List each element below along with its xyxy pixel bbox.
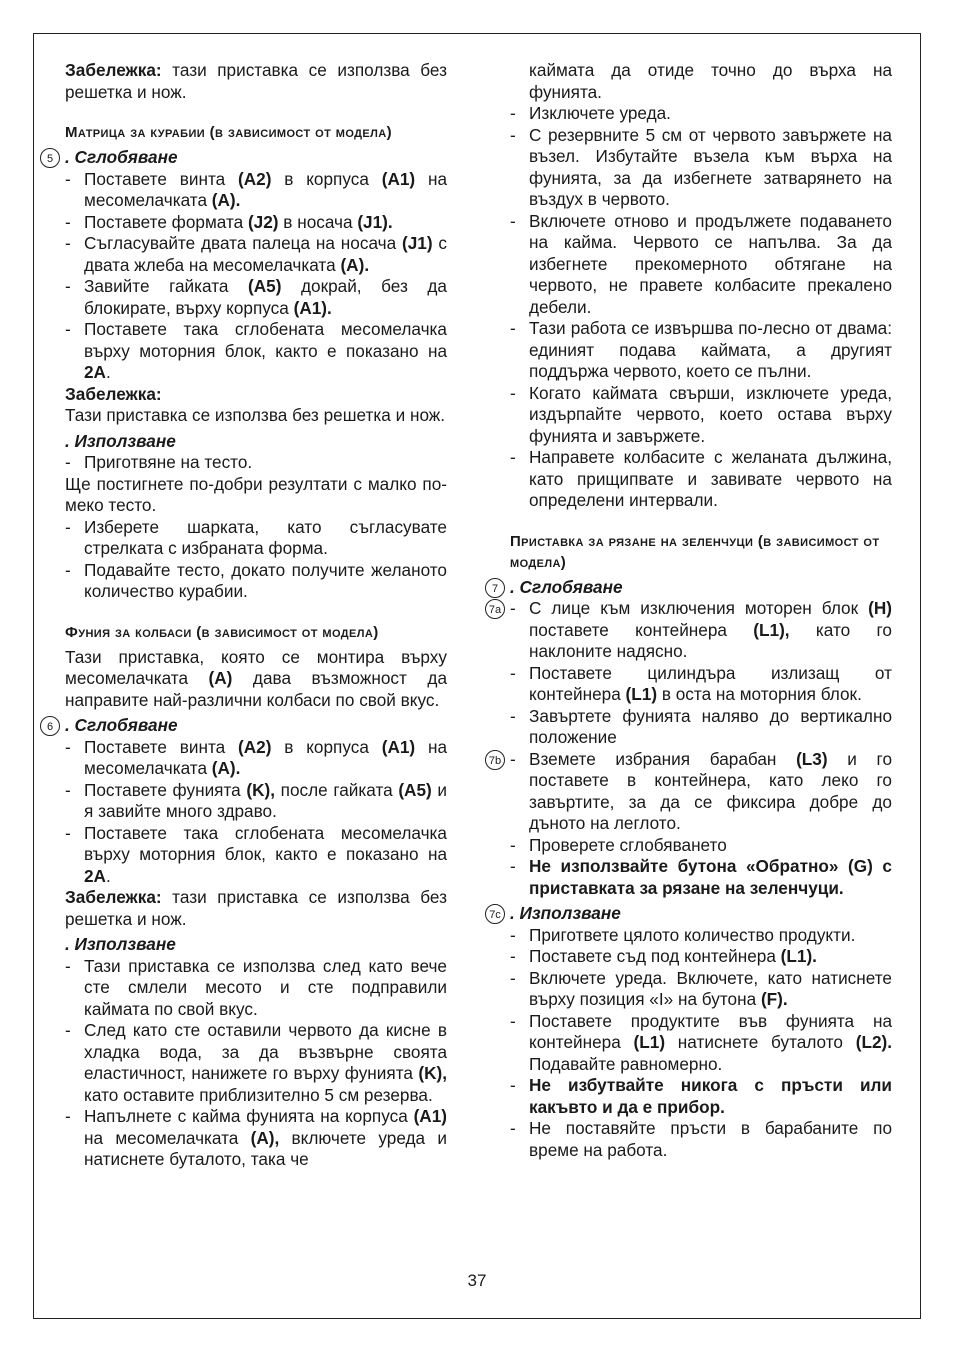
bullet-dash: - <box>510 705 516 726</box>
note <box>65 60 447 103</box>
list-item <box>510 383 892 448</box>
page-number: 37 <box>467 1271 487 1290</box>
subsection-heading <box>491 576 892 599</box>
figure-ref-badge: 7 <box>485 578 505 598</box>
list-item <box>65 212 447 234</box>
list-item-text: Поставете продуктите във фунията на контейнера (L1) натиснете буталото (L2). Подавайте равномерно. <box>529 1010 892 1074</box>
subsection-label: . Сглобяване <box>510 576 623 597</box>
list-item-text: Включете уреда. Включете, като натиснете върху позиция «I» на бутона (F). <box>529 967 892 1009</box>
bullet-dash: - <box>510 834 516 855</box>
bullet-dash: - <box>65 559 71 580</box>
list-item-text: Поставете фунията (K), после гайката (A5) и я завийте много здраво. <box>84 779 447 821</box>
figure-ref-badge: 7c <box>485 904 505 924</box>
figure-ref-badge: 6 <box>40 716 60 736</box>
list-item <box>510 125 892 211</box>
note <box>65 887 447 930</box>
bullet-dash: - <box>65 276 71 296</box>
bullet-dash: - <box>510 447 516 467</box>
note <box>65 384 447 406</box>
list-item <box>65 169 447 212</box>
list-item-text: Съгласувайте двата палеца на носача (J1) с двата жлеба на месомелачката (A). <box>84 233 447 275</box>
bullet-dash: - <box>510 748 516 769</box>
subsection-label: . Сглобяване <box>65 715 178 735</box>
list-item <box>510 706 892 749</box>
list-item <box>510 103 892 125</box>
bullet-dash: - <box>510 210 516 231</box>
list-item <box>510 1011 892 1076</box>
note-text: тази приставка се използва без решетка и нож. <box>65 60 447 102</box>
section-heading: Приставка за рязане на зеленчуци (в зависимост от модела) <box>510 532 880 571</box>
list-item <box>65 823 447 888</box>
subsection-heading <box>489 903 892 925</box>
list-item-text: Подавайте тесто, докато получите желаното количество курабии. <box>84 559 447 601</box>
list-item <box>65 276 447 319</box>
list-item-text: Завъртете фунията наляво до вертикално положение <box>529 705 892 747</box>
list-item-text: Когато каймата свърши, изключете уреда, издърпайте червото, което остава върху фунията и завържете. <box>529 382 892 446</box>
note-text: тази приставка се използва без решетка и нож. <box>65 887 447 929</box>
page-frame <box>33 33 921 1319</box>
list-item-text: Изключете уреда. <box>529 103 671 123</box>
list-item <box>65 452 447 474</box>
bullet-dash: - <box>65 955 71 976</box>
bullet-dash: - <box>65 1106 71 1126</box>
list-item-text: Тази работа се извършва по-лесно от двама: единият подава каймата, а другият поддържа червото, което се пълни. <box>529 318 892 381</box>
list-item <box>65 233 447 276</box>
list-item-text: Вземете избрания барабан (L3) и го поставете в контейнера, като леко го завъртите, за да се фиксира добре до дъното на леглото. <box>529 748 893 833</box>
list-item <box>510 318 892 383</box>
list-item <box>510 925 892 947</box>
list-item <box>488 748 893 835</box>
list-item <box>65 780 447 823</box>
bullet-dash: - <box>510 967 516 988</box>
list-item <box>65 517 447 560</box>
list-item-text: С лице към изключения моторен блок (H) поставете контейнера (L1), като го наклоните надясно. <box>529 598 892 661</box>
list-item <box>65 319 447 384</box>
list-item <box>65 1106 447 1171</box>
bullet-dash: - <box>510 382 516 403</box>
list-item-text: Поставете винта (A2) в корпуса (A1) на месомелачката (A). <box>84 168 448 210</box>
list-item-text: Поставете съд под контейнера (L1). <box>529 946 817 966</box>
list-item-text: Проверете сглобяването <box>529 834 727 855</box>
list-item-text: Тази приставка се използва след като вече сте смлели месото и сте подправили каймата по свой вкус. <box>84 955 447 1019</box>
paragraph: каймата да отиде точно до върха на фунията. <box>529 60 892 102</box>
list-item-text: Направете колбасите с желаната дължина, като прищипвате и завивате червото на определени интервали. <box>529 447 892 510</box>
list-item <box>65 737 447 780</box>
bullet-dash: - <box>510 946 516 966</box>
section-heading: Фуния за колбаси (в зависимост от модела) <box>65 623 379 641</box>
section-heading: Матрица за курабии (в зависимост от модела) <box>65 124 392 141</box>
note-label: Забележка: <box>65 887 162 907</box>
bullet-dash: - <box>65 779 71 800</box>
figure-ref-badge: 7b <box>485 750 505 770</box>
list-item-text: След като сте оставили червото да киснe в хладка вода, за да възвърне своята еластичност, нанижете го върху фунията (K), като оставите приблизително 5 см резерва. <box>84 1020 447 1105</box>
list-item-text: Пригответе цялото количество продукти. <box>529 924 856 945</box>
list-item-text: С резервните 5 см от червото завържете на възел. Избутайте възела към върха на фунията, за да избегнете затварянето на въздух в червото. <box>529 124 892 209</box>
subsection-label: . Използване <box>65 934 176 954</box>
bullet-dash: - <box>65 319 71 339</box>
note-label: Забележка: <box>65 383 162 404</box>
list-item <box>510 968 892 1011</box>
list-item <box>510 663 892 706</box>
bullet-dash: - <box>65 736 71 757</box>
bullet-dash: - <box>65 211 71 232</box>
bullet-dash: - <box>510 856 516 876</box>
note-label: Забележка: <box>65 60 162 80</box>
subsection-label: . Използване <box>510 903 621 923</box>
list-item <box>510 835 892 857</box>
subsection-label: . Използване <box>65 430 176 451</box>
bullet-dash: - <box>510 124 516 145</box>
list-item-text: Включете отново и продължете подаването на кайма. Червото се напълва. За да избегнете прекомерното обтягане на червото, не правете колбасите прекалено дебели. <box>529 210 892 317</box>
list-item <box>65 560 447 603</box>
subsection-heading <box>65 431 447 453</box>
list-item <box>488 598 892 663</box>
subsection-heading <box>65 934 447 956</box>
list-item-text: Поставете формата (J2) в носача (J1). <box>84 211 393 232</box>
paragraph: Тази приставка, която се монтира върху месомелачката (A) дава възможност да направите най-различни колбаси по свой вкус. <box>65 646 447 710</box>
paragraph: Тази приставка се използва без решетка и нож. <box>65 405 446 425</box>
bullet-dash: - <box>510 924 516 945</box>
subsection-label: . Сглобяване <box>65 147 178 167</box>
subsection-heading <box>46 147 447 169</box>
list-item <box>510 856 892 899</box>
list-item <box>510 1118 892 1161</box>
bullet-dash: - <box>510 1075 516 1095</box>
list-item-text: Поставете така сглобената месомелачка върху моторния блок, както е показано на 2A. <box>84 319 447 382</box>
list-item <box>65 956 447 1021</box>
list-item-text: Поставете цилиндъра излизащ от контейнера (L1) в оста на моторния блок. <box>529 662 892 704</box>
bullet-dash: - <box>65 452 71 472</box>
list-item-text: Поставете винта (A2) в корпуса (A1) на месомелачката (A). <box>84 736 448 778</box>
bullet-dash: - <box>510 1010 516 1031</box>
bullet-dash: - <box>65 822 71 843</box>
list-item <box>510 946 892 968</box>
bullet-dash: - <box>510 103 516 123</box>
list-item-text: Изберете шарката, като съгласувате стрелката с избраната форма. <box>84 516 447 558</box>
list-item-text: Завийте гайката (A5) докрай, без да блокирате, върху корпуса (A1). <box>84 276 447 318</box>
bullet-dash: - <box>65 1020 71 1040</box>
list-item <box>510 447 892 512</box>
figure-ref-badge: 5 <box>40 148 60 168</box>
left-column <box>46 60 448 1171</box>
list-item <box>65 1020 447 1106</box>
bullet-dash: - <box>510 318 516 338</box>
list-item-text: Напълнете с кайма фунията на корпуса (A1) на месомелачката (A), включете уреда и натиснете буталото, така че <box>84 1106 447 1169</box>
list-item <box>510 211 892 319</box>
right-column <box>488 60 893 1161</box>
list-item-text: Поставете така сглобената месомелачка върху моторния блок, както е показано на 2A. <box>84 822 447 886</box>
list-item-text: Не избутвайте никога с пръсти или какъвто и да е прибор. <box>529 1075 892 1117</box>
subsection-heading <box>46 715 447 737</box>
figure-ref-badge: 7a <box>485 599 505 619</box>
list-item <box>510 1075 892 1118</box>
bullet-dash: - <box>65 168 71 189</box>
bullet-dash: - <box>510 662 516 683</box>
list-item-text: Не поставяйте пръсти в барабаните по време на работа. <box>529 1118 892 1160</box>
list-item-text: Не използвайте бутона «Обратно» (G) с приставката за рязане на зеленчуци. <box>529 856 892 898</box>
list-item-text: Приготвяне на тесто. <box>84 452 253 472</box>
paragraph: Ще постигнете по-добри резултати с малко по-меко тесто. <box>65 473 447 515</box>
bullet-dash: - <box>65 233 71 253</box>
bullet-dash: - <box>65 516 71 537</box>
bullet-dash: - <box>510 1118 516 1138</box>
bullet-dash: - <box>510 598 516 618</box>
